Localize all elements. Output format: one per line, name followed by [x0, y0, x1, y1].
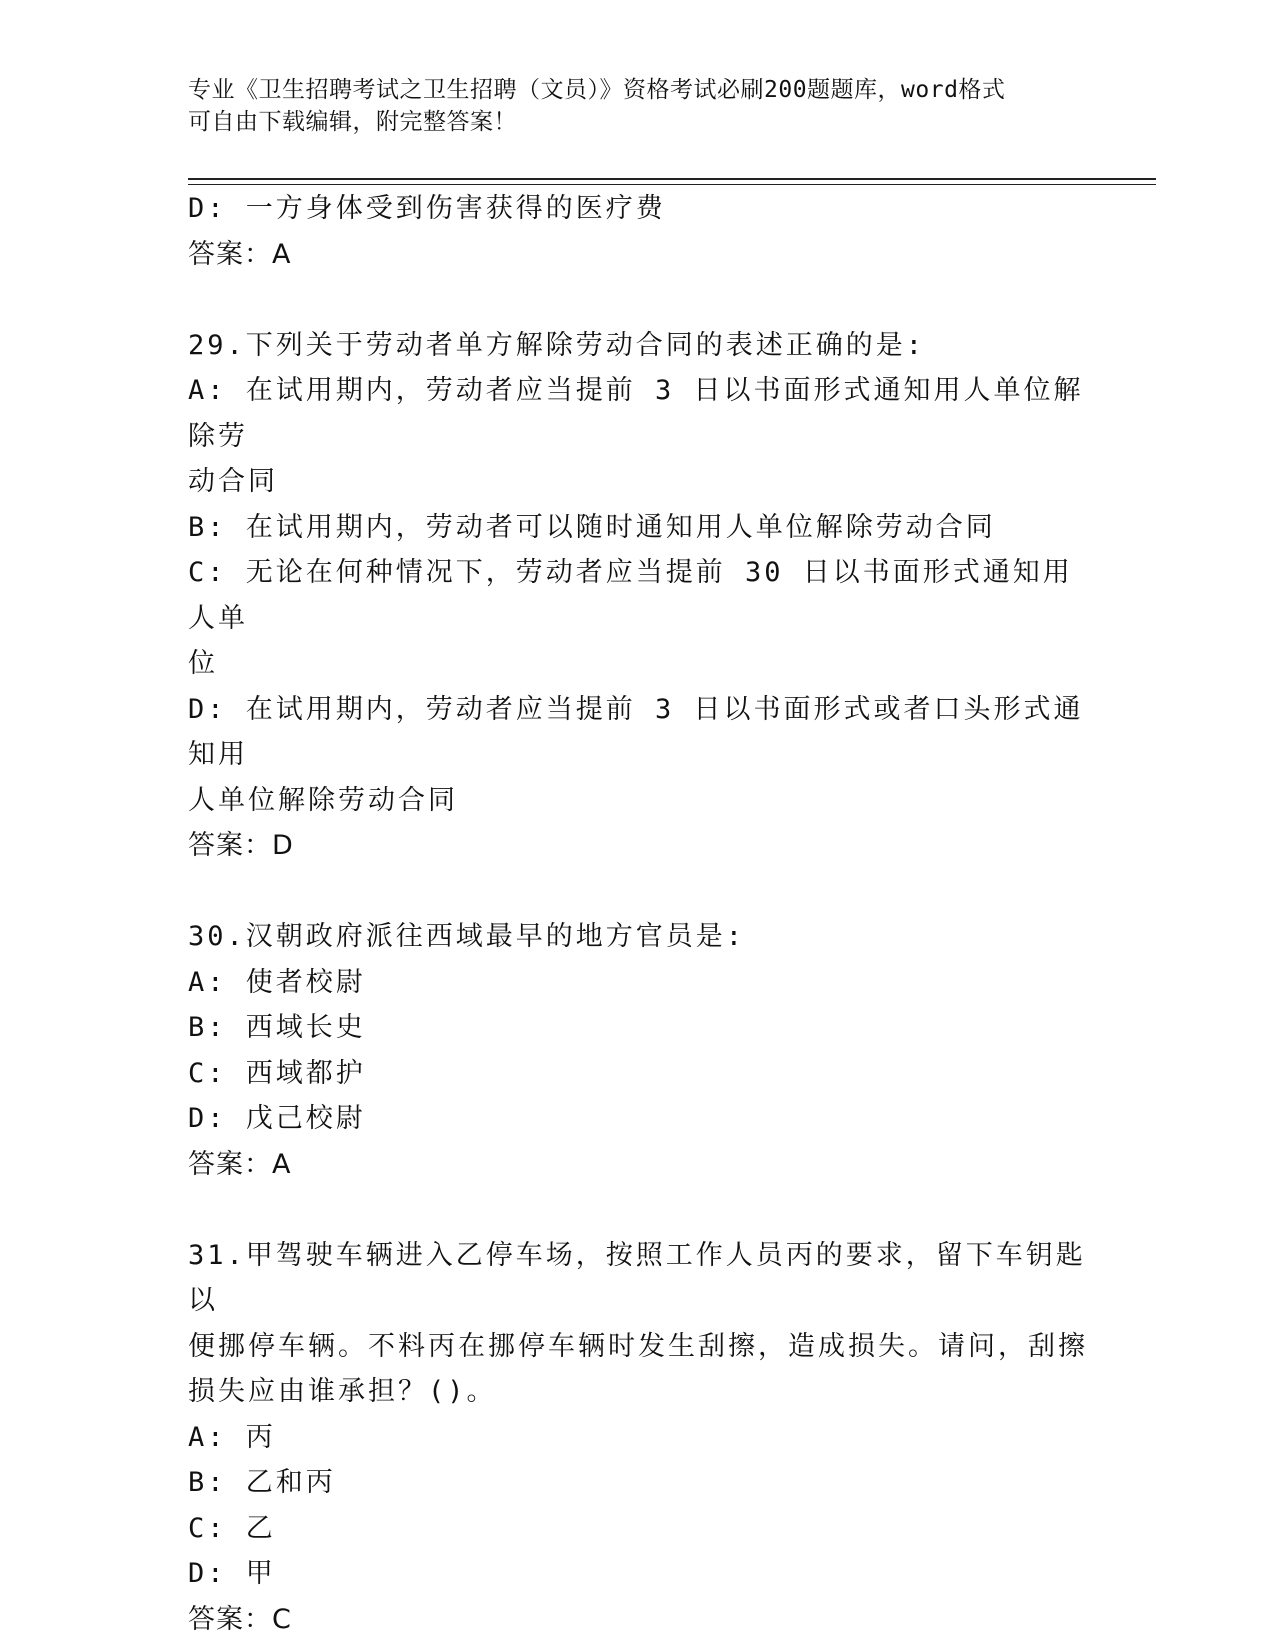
header-divider-thin [188, 184, 1156, 185]
header-line-2: 可自由下载编辑，附完整答案！ [188, 109, 517, 135]
spacer [188, 1187, 1088, 1233]
question-stem: 31.甲驾驶车辆进入乙停车场，按照工作人员丙的要求，留下车钥匙以 [188, 1239, 1086, 1316]
question-29 [188, 323, 1088, 869]
answer: 答案：C [188, 1603, 292, 1635]
option-d-continued: 人单位解除劳动合同 [188, 784, 458, 816]
option-c-continued: 位 [188, 648, 218, 679]
document-header [188, 74, 1068, 138]
question-stem-continued: 损失应由谁承担？()。 [188, 1376, 497, 1407]
question-31 [188, 1233, 1088, 1643]
carryover-answer: 答案：A [188, 238, 292, 270]
option-d: D: 戊己校尉 [188, 1103, 366, 1134]
option-c: C: 无论在何种情况下，劳动者应当提前 30 日以书面形式通知用人单 [188, 557, 1073, 634]
option-a-continued: 动合同 [188, 466, 278, 497]
question-stem: 30.汉朝政府派往西域最早的地方官员是: [188, 921, 746, 952]
option-b: B: 在试用期内，劳动者可以随时通知用人单位解除劳动合同 [188, 511, 996, 543]
spacer [188, 869, 1088, 915]
option-a: A: 使者校尉 [188, 966, 366, 998]
spacer [188, 277, 1088, 323]
question-30 [188, 914, 1088, 1187]
header-divider-thick [188, 178, 1156, 180]
answer: 答案：D [188, 830, 294, 861]
question-content [188, 186, 1088, 1642]
option-c: C: 西域都护 [188, 1057, 366, 1089]
option-b: B: 西域长史 [188, 1012, 366, 1043]
answer: 答案：A [188, 1148, 292, 1180]
option-c: C: 乙 [188, 1512, 276, 1544]
option-a: A: 丙 [188, 1421, 276, 1453]
question-stem: 29.下列关于劳动者单方解除劳动合同的表述正确的是: [188, 329, 926, 361]
option-d: D: 在试用期内，劳动者应当提前 3 日以书面形式或者口头形式通知用 [188, 693, 1084, 770]
carryover-option-d: D: 一方身体受到伤害获得的医疗费 [188, 193, 666, 224]
option-d: D: 甲 [188, 1558, 276, 1589]
option-a: A: 在试用期内，劳动者应当提前 3 日以书面形式通知用人单位解除劳 [188, 375, 1084, 452]
question-stem-continued: 便挪停车辆。不料丙在挪停车辆时发生刮擦，造成损失。请问，刮擦 [188, 1330, 1088, 1362]
header-line-1: 专业《卫生招聘考试之卫生招聘（文员）》资格考试必刷200题题库，word格式 [188, 77, 1006, 103]
option-b: B: 乙和丙 [188, 1467, 336, 1498]
